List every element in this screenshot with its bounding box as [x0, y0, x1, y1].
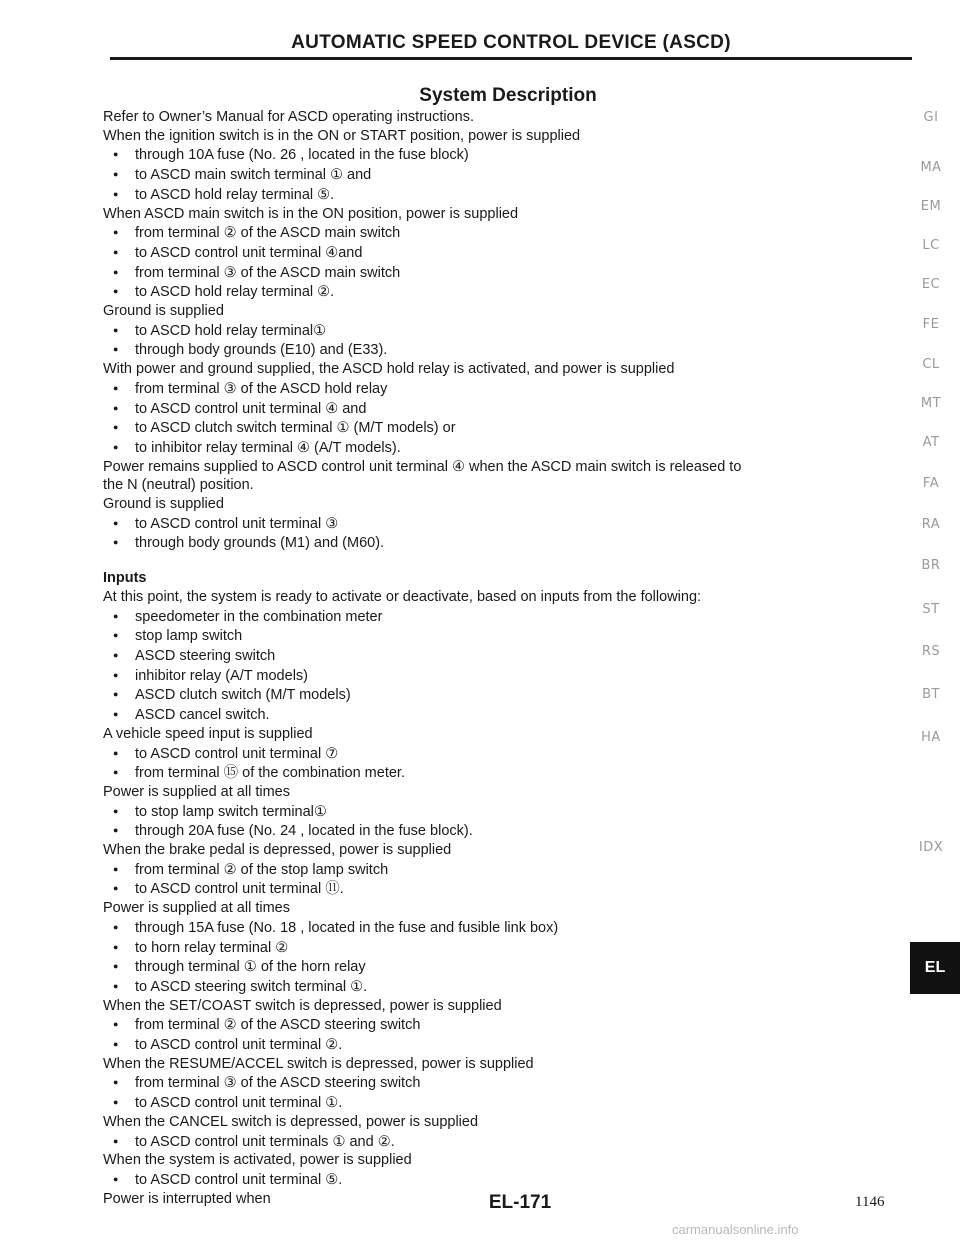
- section-tab-ec[interactable]: EC: [921, 277, 941, 292]
- text-line: Power is supplied at all times: [103, 783, 290, 800]
- bullet-line: ● ASCD steering switch: [103, 646, 913, 666]
- section-title: System Description: [419, 85, 597, 106]
- bullet-line: ● through 15A fuse (No. 18 , located in the fuse and fusible link box): [103, 918, 913, 938]
- section-tab-br[interactable]: BR: [921, 558, 941, 573]
- text-line: When the SET/COAST switch is depressed, power is supplied: [103, 997, 502, 1014]
- bullet-line: ● through 10A fuse (No. 26 , located in the fuse block): [103, 145, 913, 165]
- text-line: At this point, the system is ready to activate or deactivate, based on inputs from the following:: [103, 588, 702, 605]
- bullet-line: ● from terminal ③ of the ASCD hold relay: [103, 379, 913, 399]
- text-line: the N (neutral) position.: [103, 477, 254, 494]
- bullet-line: ● ASCD clutch switch (M/T models): [103, 685, 913, 705]
- bullet-line: ● to inhibitor relay terminal ④ (A/T models).: [103, 438, 913, 458]
- bullet-line: ● to ASCD control unit terminal ⑪.: [103, 879, 913, 899]
- text-line: When the brake pedal is depressed, power is supplied: [103, 842, 452, 859]
- page-id: 1146: [855, 1194, 885, 1210]
- bullet-line: ● to ASCD control unit terminals ① and ②.: [103, 1132, 913, 1152]
- section-tab-em[interactable]: EM: [920, 199, 942, 214]
- section-tab-at[interactable]: AT: [922, 435, 940, 450]
- section-tab-active[interactable]: EL: [910, 942, 960, 994]
- text-line: Power is interrupted when: [103, 1190, 271, 1207]
- bullet-line: ● stop lamp switch: [103, 626, 913, 646]
- bullet-line: ● through body grounds (E10) and (E33).: [103, 340, 913, 360]
- bullet-line: ● to ASCD control unit terminal ③: [103, 514, 913, 534]
- bullet-line: ● to ASCD hold relay terminal①: [103, 321, 913, 341]
- text-line: Refer to Owner’s Manual for ASCD operating instructions.: [103, 109, 474, 125]
- bullet-line: ● from terminal ⑮ of the combination meter.: [103, 763, 913, 783]
- bullet-line: ● to ASCD control unit terminal ②.: [103, 1035, 913, 1055]
- section-tab-ra[interactable]: RA: [921, 517, 941, 532]
- text-line: Power is supplied at all times: [103, 900, 290, 917]
- bullet-line: ● to ASCD control unit terminal ④and: [103, 243, 913, 263]
- text-line: When the CANCEL switch is depressed, power is supplied: [103, 1113, 479, 1130]
- bullet-line: ● through body grounds (M1) and (M60).: [103, 533, 913, 553]
- page-number: EL-171: [488, 1192, 552, 1213]
- section-tab-ha[interactable]: HA: [921, 730, 941, 745]
- header-rule: [110, 57, 912, 60]
- section-tab-rs[interactable]: RS: [921, 644, 941, 659]
- section-tab-gi[interactable]: GI: [923, 110, 939, 125]
- section-tab-st[interactable]: ST: [922, 602, 940, 617]
- bullet-line: ● from terminal ② of the stop lamp switch: [103, 860, 913, 880]
- text-line: Ground is supplied: [103, 303, 224, 320]
- bullet-line: ● to ASCD control unit terminal ①.: [103, 1093, 913, 1113]
- bullet-line: ● inhibitor relay (A/T models): [103, 666, 913, 686]
- bullet-line: ● to ASCD control unit terminal ④ and: [103, 399, 913, 419]
- bullet-line: ● from terminal ③ of the ASCD steering switch: [103, 1073, 913, 1093]
- text-line: When the ignition switch is in the ON or START position, power is supplied: [103, 127, 581, 144]
- bullet-line: ● through terminal ① of the horn relay: [103, 957, 913, 977]
- bullet-line: ● to stop lamp switch terminal①: [103, 802, 913, 822]
- bullet-line: ● ASCD cancel switch.: [103, 705, 913, 725]
- bullet-line: ● to ASCD control unit terminal ⑦: [103, 744, 913, 764]
- page-header-title: AUTOMATIC SPEED CONTROL DEVICE (ASCD): [291, 32, 731, 53]
- body-text: [103, 108, 913, 1208]
- bullet-line: ● to horn relay terminal ②: [103, 938, 913, 958]
- text-line: Ground is supplied: [103, 496, 224, 513]
- bullet-line: ● from terminal ③ of the ASCD main switch: [103, 263, 913, 283]
- text-line: When the RESUME/ACCEL switch is depressed, power is supplied: [103, 1055, 534, 1072]
- bullet-line: ● to ASCD steering switch terminal ①.: [103, 977, 913, 997]
- text-line: With power and ground supplied, the ASCD hold relay is activated, and power is supplied: [103, 361, 675, 378]
- bullet-line: ● through 20A fuse (No. 24 , located in the fuse block).: [103, 821, 913, 841]
- bullet-line: ● to ASCD clutch switch terminal ① (M/T models) or: [103, 418, 913, 438]
- watermark: carmanualsonline.info: [672, 1222, 799, 1237]
- bullet-line: ● from terminal ② of the ASCD steering switch: [103, 1015, 913, 1035]
- section-tab-bt[interactable]: BT: [922, 687, 940, 702]
- section-tab-ma[interactable]: MA: [920, 160, 942, 175]
- text-line: When the system is activated, power is supplied: [103, 1152, 412, 1169]
- bullet-line: ● speedometer in the combination meter: [103, 607, 913, 627]
- section-tab-mt[interactable]: MT: [920, 396, 942, 411]
- section-tab-lc[interactable]: LC: [922, 238, 940, 253]
- section-tab-idx[interactable]: IDX: [918, 840, 944, 855]
- bullet-line: ● to ASCD hold relay terminal ②.: [103, 282, 913, 302]
- bullet-line: ● to ASCD control unit terminal ⑤.: [103, 1170, 913, 1190]
- section-tab-fa[interactable]: FA: [922, 476, 940, 491]
- bullet-line: ● to ASCD hold relay terminal ⑤.: [103, 185, 913, 205]
- text-line: A vehicle speed input is supplied: [103, 725, 313, 742]
- text-line: When ASCD main switch is in the ON position, power is supplied: [103, 205, 519, 222]
- bullet-line: ● to ASCD main switch terminal ① and: [103, 165, 913, 185]
- bullet-line: ● from terminal ② of the ASCD main switch: [103, 223, 913, 243]
- text-line: Power remains supplied to ASCD control unit terminal ④ when the ASCD main switch is released to: [103, 458, 742, 475]
- section-tab-cl[interactable]: CL: [922, 357, 940, 372]
- subheading: Inputs: [103, 570, 147, 587]
- section-tab-fe[interactable]: FE: [922, 317, 940, 332]
